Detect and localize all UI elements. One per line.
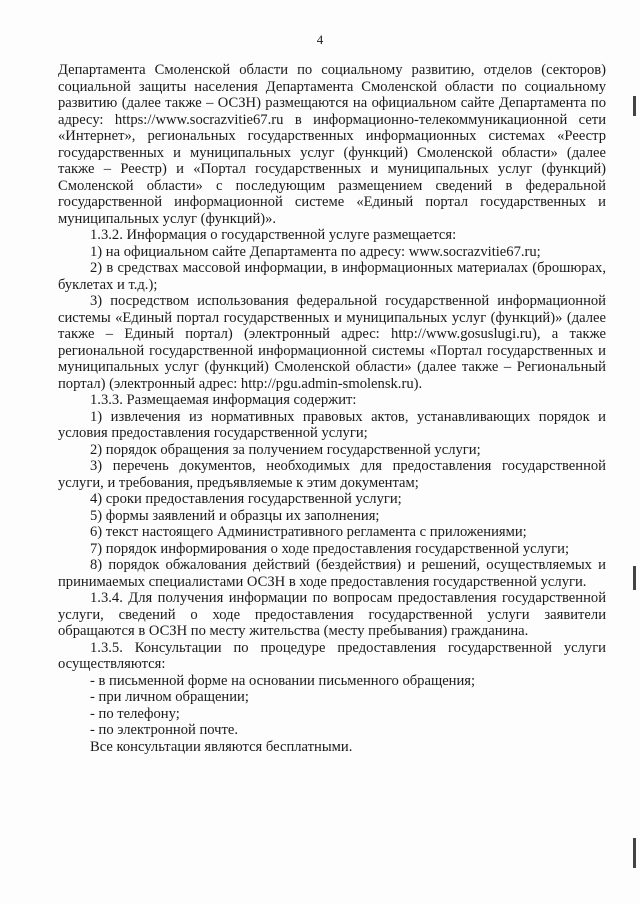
paragraph-1-3-2: 1.3.2. Информация о государственной услуге размещается: bbox=[90, 227, 457, 243]
list-item: 5) формы заявлений и образцы их заполнения; bbox=[90, 507, 380, 524]
list-item: 2) порядок обращения за получением государственной услуги; bbox=[90, 441, 481, 458]
paragraph-1-3-3: 1.3.3. Размещаемая информация содержит: bbox=[90, 392, 357, 408]
list-item: 2) в средствах массовой информации, в информационных материалах (брошюрах, буклетах и т.д.); bbox=[58, 260, 606, 293]
paragraph-closing: Все консультации являются бесплатными. bbox=[90, 738, 353, 755]
consultation-method-item: - по телефону; bbox=[90, 705, 180, 722]
list-item: 4) сроки предоставления государственной услуги; bbox=[90, 491, 402, 507]
list-item: 1) извлечения из нормативных правовых актов, устанавливающих порядок и условия предоставления государственной услуги; bbox=[58, 408, 606, 441]
consultation-method-item: - в письменной форме на основании письменного обращения; bbox=[90, 672, 476, 689]
paragraph-intro: Департамента Смоленской области по социальному развитию, отделов (секторов) социальной защиты населения Департамента Смоленской области по социальному развитию (далее также – ОСЗН) размещаются на официальном сайте Департамента по адресу: https://www.socrazvitie67.ru в информационно-телекоммуникационной сети «Интернет», региональных государственных информационных системах «Реестр государственных и муниципальных услуг (функций) Смоленской области» (далее также – Реестр) и «Портал государственных и муниципальных услуг (функций) Смоленской области» с последующим размещением сведений в федеральной государственной информационной системе «Единый портал государственных и муниципальных услуг (функций)». bbox=[58, 62, 606, 227]
list-item: 3) перечень документов, необходимых для предоставления государственной услуги, и требования, предъявляемые к этим документам; bbox=[58, 458, 606, 491]
list-item: 3) посредством использования федеральной государственной информационной системы «Единый портал государственных и муниципальных услуг (функций)» (далее также – Единый портал) (электронный адрес: http://www.gosuslugi.ru), а также региональной государственной информационной системы «Портал государственных и муниципальных услуг (функций) Смоленской области» (далее также – Региональный портал) (электронный адрес: http://pgu.admin-smolensk.ru). bbox=[58, 293, 606, 392]
paragraph-1-3-5: 1.3.5. Консультации по процедуре предоставления государственной услуги осуществляются: bbox=[58, 639, 606, 672]
consultation-method-item: - по электронной почте. bbox=[90, 722, 239, 738]
paragraph-1-3-4: 1.3.4. Для получения информации по вопросам предоставления государственной услуги, сведений о ходе предоставления государственной услуги заявители обращаются в ОСЗН по месту жительства (месту пребывания) гражданина. bbox=[58, 590, 606, 639]
list-item: 6) текст настоящего Административного регламента с приложениями; bbox=[90, 524, 527, 540]
list-item: 8) порядок обжалования действий (бездействия) и решений, осуществляемых и принимаемых специалистами ОСЗН в ходе предоставления государственной услуги. bbox=[58, 557, 606, 590]
page-number: 4 bbox=[316, 32, 324, 47]
document-body bbox=[58, 62, 606, 755]
scan-edge-mark bbox=[633, 838, 636, 868]
scan-edge-mark bbox=[633, 566, 636, 590]
list-item: 1) на официальном сайте Департамента по адресу: www.socrazvitie67.ru; bbox=[90, 243, 541, 260]
list-item: 7) порядок информирования о ходе предоставления государственной услуги; bbox=[90, 540, 570, 557]
scan-edge-mark bbox=[633, 96, 636, 116]
consultation-method-item: - при личном обращении; bbox=[90, 689, 249, 705]
